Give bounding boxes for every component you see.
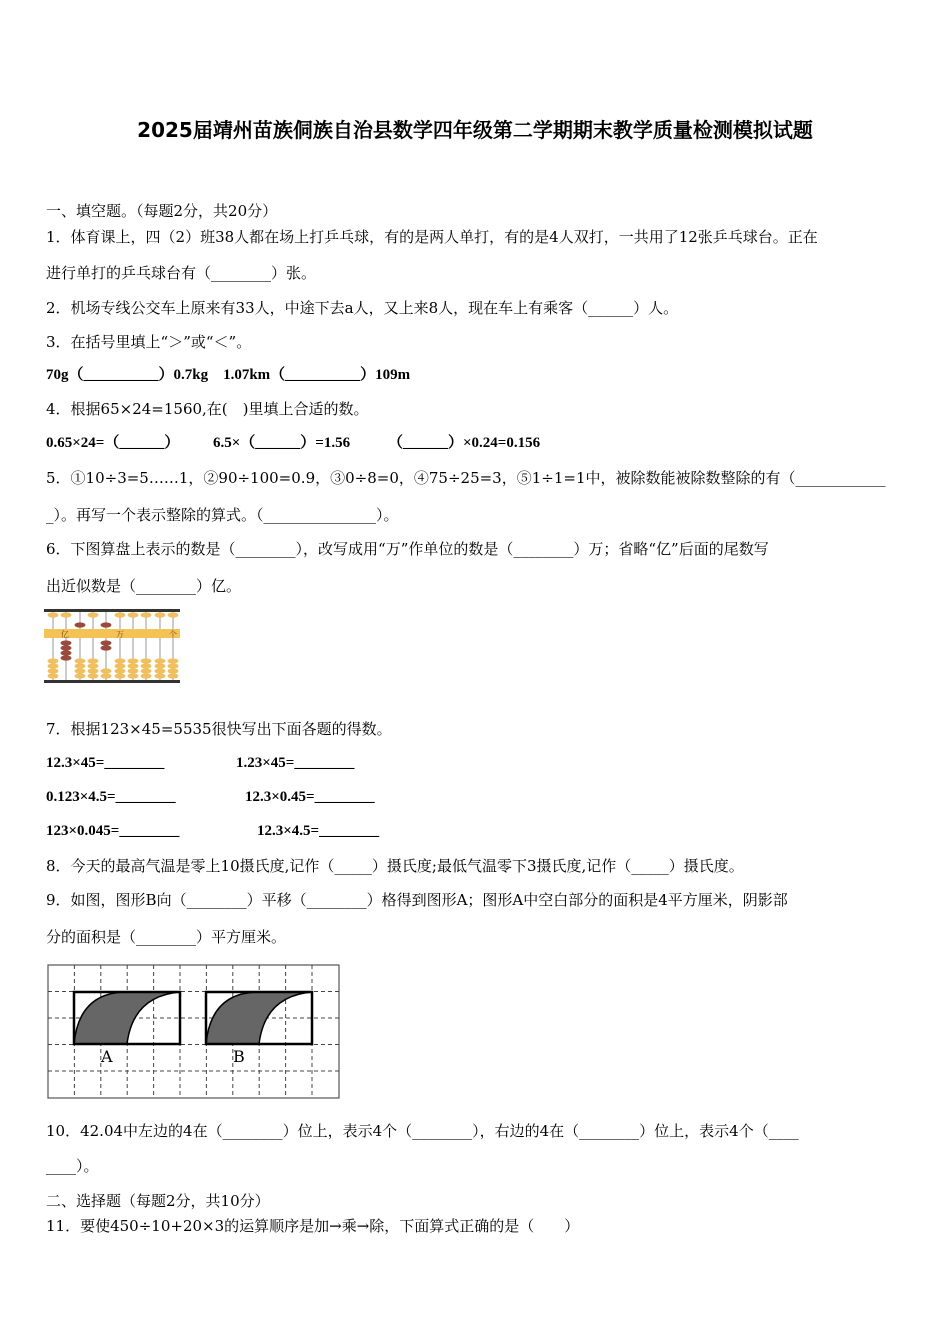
question-1-line-2: 进行单打的乒乓球台有（________）张。 xyxy=(46,264,317,282)
question-11: 11．要使450÷10+20×3的运算顺序是加→乘→除，下面算式正确的是（ ） xyxy=(46,1217,580,1235)
label-a: A xyxy=(101,1047,113,1066)
abacus-bead xyxy=(168,612,179,617)
abacus-bead xyxy=(48,673,59,678)
question-4-stem: 4．根据65×24=1560,在( )里填上合适的数。 xyxy=(46,400,369,418)
abacus-bead xyxy=(75,673,86,678)
abacus-label-yi: 亿 xyxy=(61,630,69,639)
question-3-line: 70g（__________）0.7kg 1.07km（__________）109m xyxy=(46,367,411,383)
abacus-bead xyxy=(115,612,126,617)
abacus-bead xyxy=(155,673,166,678)
abacus-bead xyxy=(128,663,139,668)
abacus-bead xyxy=(48,658,59,663)
abacus-bead xyxy=(155,668,166,673)
abacus-bead xyxy=(128,612,139,617)
abacus-bead xyxy=(88,673,99,678)
question-1-line-1: 1．体育课上，四（2）班38人都在场上打乒乓球，有的是两人单打，有的是4人双打，一共用了12张乒乓球台。正在 xyxy=(46,228,818,246)
abacus-bead xyxy=(88,612,99,617)
question-10-line-2: ____）。 xyxy=(46,1157,99,1175)
question-3-stem: 3．在括号里填上“＞”或“＜”。 xyxy=(46,333,252,351)
grid-figure xyxy=(47,964,340,1099)
abacus-bead xyxy=(168,658,179,663)
question-4-item: 6.5×（______）=1.56 xyxy=(213,435,351,451)
question-2: 2．机场专线公交车上原来有33人，中途下去a人，又上来8人，现在车上有乘客（______）人。 xyxy=(46,299,679,317)
question-9-line-1: 9．如图，图形B向（________）平移（________）格得到图形A；图形A中空白部分的面积是4平方厘米，阴影部 xyxy=(46,891,788,909)
abacus-bead xyxy=(128,673,139,678)
abacus-bead xyxy=(128,668,139,673)
abacus-bead xyxy=(61,612,72,617)
question-7-item: 123×0.045=________ xyxy=(46,823,180,839)
abacus-bead xyxy=(61,655,72,660)
abacus-bead xyxy=(168,673,179,678)
question-10-line-1: 10．42.04中左边的4在（________）位上，表示4个（________），右边的4在（________）位上，表示4个（____ xyxy=(46,1122,799,1140)
abacus-bead xyxy=(61,645,72,650)
abacus-bead xyxy=(115,663,126,668)
abacus-bead xyxy=(101,673,112,678)
abacus-bead xyxy=(141,668,152,673)
abacus-bead xyxy=(155,612,166,617)
abacus-bead xyxy=(48,663,59,668)
abacus-bead xyxy=(75,663,86,668)
abacus-bead xyxy=(75,622,86,627)
abacus-bead xyxy=(88,668,99,673)
question-5-line-2: _）。再写一个表示整除的算式。（_______________）。 xyxy=(46,506,399,524)
abacus-bead xyxy=(101,668,112,673)
abacus-bead xyxy=(115,673,126,678)
abacus-bead xyxy=(101,622,112,627)
abacus-bead xyxy=(88,658,99,663)
abacus-bead xyxy=(115,668,126,673)
abacus-image xyxy=(44,608,180,684)
abacus-bead xyxy=(141,658,152,663)
abacus-bead xyxy=(155,663,166,668)
abacus-bead xyxy=(168,663,179,668)
section-heading-fill-in: 一、填空题。（每题2分，共20分） xyxy=(46,202,278,220)
question-6-line-1: 6．下图算盘上表示的数是（________），改写成用“万”作单位的数是（________）万；省略“亿”后面的尾数写 xyxy=(46,540,769,558)
section-heading-choice: 二、选择题（每题2分，共10分） xyxy=(46,1192,270,1210)
question-7-item: 12.3×45=________ xyxy=(46,755,165,771)
abacus-bead xyxy=(75,658,86,663)
question-7-stem: 7．根据123×45=5535很快写出下面各题的得数。 xyxy=(46,720,392,738)
abacus-bead xyxy=(101,645,112,650)
abacus-label-wan: 万 xyxy=(116,630,124,639)
abacus-bead xyxy=(141,673,152,678)
abacus-bead xyxy=(128,658,139,663)
question-6-line-2: 出近似数是（________）亿。 xyxy=(46,577,242,595)
abacus-bead xyxy=(101,640,112,645)
question-7-item: 1.23×45=________ xyxy=(236,755,355,771)
label-b: B xyxy=(233,1047,245,1066)
question-7-item: 12.3×4.5=________ xyxy=(257,823,380,839)
abacus-bead xyxy=(61,640,72,645)
abacus-bead xyxy=(75,668,86,673)
abacus-bead xyxy=(88,663,99,668)
abacus-bead xyxy=(155,658,166,663)
abacus-bead xyxy=(141,612,152,617)
abacus-label-ge: 个 xyxy=(169,630,177,639)
abacus-bead xyxy=(115,658,126,663)
abacus-bead xyxy=(48,668,59,673)
page-title: 2025届靖州苗族侗族自治县数学四年级第二学期期末教学质量检测模拟试题 xyxy=(137,118,813,142)
question-9-line-2: 分的面积是（________）平方厘米。 xyxy=(46,928,287,946)
abacus-bead xyxy=(168,668,179,673)
abacus-bead xyxy=(61,650,72,655)
question-5-line-1: 5．①10÷3=5……1，②90÷100=0.9，③0÷8=0，④75÷25=3，⑤1÷1=1中，被除数能被除数整除的有（____________ xyxy=(46,469,886,487)
abacus-bead xyxy=(48,612,59,617)
question-7-item: 12.3×0.45=________ xyxy=(245,789,375,805)
question-4-item: （______）×0.24=0.156 xyxy=(388,435,541,451)
question-4-item: 0.65×24=（______） xyxy=(46,435,180,451)
question-8: 8．今天的最高气温是零上10摄氏度,记作（_____）摄氏度;最低气温零下3摄氏度,记作（_____）摄氏度。 xyxy=(46,857,744,875)
abacus-bead xyxy=(141,663,152,668)
question-7-item: 0.123×4.5=________ xyxy=(46,789,176,805)
